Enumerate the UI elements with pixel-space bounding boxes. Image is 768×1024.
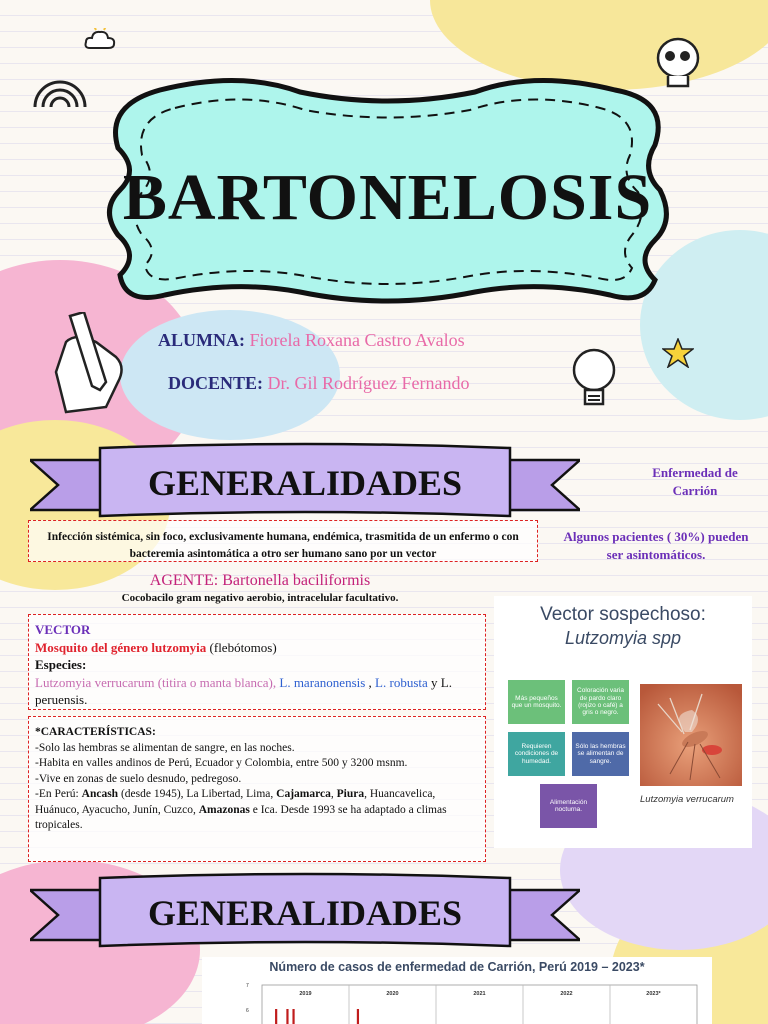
vector-card-subtitle: Lutzomyia spp: [564, 628, 682, 648]
tile-size: Más pequeños que un mosquito.: [508, 680, 565, 724]
species-sep-2: y: [427, 674, 438, 690]
chart-bar: [357, 1009, 359, 1024]
section-heading-1: GENERALIDADES: [147, 463, 463, 503]
c4-pre: -En Perú:: [35, 788, 82, 801]
mosquito-line: [35, 639, 479, 657]
species-1: Lutzomyia verrucarum (titira o manta blanca),: [35, 674, 277, 690]
agente-heading: AGENTE: Bartonella baciliformis: [149, 572, 371, 589]
y-tick-label: 7: [246, 983, 249, 989]
c4-t2: ,: [330, 788, 337, 801]
caracteristica-3: -Vive en zonas de suelo desnudo, pedregoso.: [35, 772, 242, 785]
year-label: 2021: [473, 991, 486, 997]
vector-card: [494, 596, 752, 848]
hand-pencil-icon: [46, 312, 136, 416]
caracteristicas-heading: *CARACTERÍSTICAS:: [35, 726, 156, 738]
infeccion-text: Infección sistémica, sin foco, exclusivamente humana, endémica, trasmitida de un enfermo o con bacteremia asintomática a otro ser humano sano por un vector: [47, 531, 519, 560]
chart-bar: [286, 1009, 288, 1024]
c4-cajamarca: Cajamarca: [276, 788, 331, 801]
especies-label: Especies:: [35, 657, 87, 673]
tile-color: Coloración varia de pardo claro (rojizo o café) a gris o negro.: [572, 680, 629, 724]
page-title: BARTONELOSIS: [122, 161, 653, 234]
c4-t1: (desde 1945), La Libertad, Lima,: [118, 788, 277, 801]
tile-females: Sólo las hembras se alimentan de sangre.: [572, 732, 629, 776]
chart-svg: [202, 957, 712, 1024]
chart-title: Número de casos de enfermedad de Carrión, Perú 2019 – 2023*: [269, 960, 645, 974]
year-label: 2023*: [646, 991, 661, 997]
c4-t3: , Huancavelica, Huánuco, Ayacucho, Junín, Cuzco,: [35, 788, 436, 816]
vector-heading: VECTOR: [35, 622, 91, 637]
enfermedad-note: Enfermedad de Carrión: [652, 465, 738, 498]
sandfly-photo: [640, 684, 742, 786]
mosquito-suffix: (flebótomos): [206, 639, 277, 655]
especies-list: [35, 674, 479, 709]
caracteristica-2: -Habita en valles andinos de Perú, Ecuador y Colombia, entre 500 y 3200 msnm.: [35, 757, 408, 770]
tile-nocturnal: Alimentación nocturna.: [540, 784, 597, 828]
lightbulb-icon: [566, 344, 622, 414]
caracteristica-4: [35, 787, 479, 834]
photo-caption: Lutzomyia verrucarum: [640, 794, 734, 805]
vector-box: [28, 614, 486, 710]
c4-t4: e Ica. Desde 1993 se ha adaptado a climas tropicales.: [35, 803, 447, 832]
vector-card-title: Vector sospechoso:: [540, 604, 706, 625]
alumna-line: [158, 330, 465, 351]
cocobacilo-text: Cocobacilo gram negativo aerobio, intracelular facultativo.: [121, 592, 399, 604]
star-icon: [662, 338, 694, 368]
species-3: L. robusta: [371, 674, 428, 690]
tile-humidity: Requieren condiciones de humedad.: [508, 732, 565, 776]
y-tick-label: 6: [246, 1008, 249, 1014]
alumna-name: Fiorela Roxana Castro Avalos: [249, 330, 465, 350]
c4-piura: Piura: [336, 788, 365, 801]
c4-ancash: Ancash: [81, 788, 119, 801]
caracteristicas-box: [28, 716, 486, 862]
docente-line: [168, 373, 469, 394]
chart-bar: [275, 1009, 277, 1024]
mosquito-genus: Mosquito del género lutzomyia: [35, 639, 207, 655]
cloud-icon: [84, 28, 116, 52]
alumna-label: ALUMNA:: [158, 330, 245, 350]
species-4: L. peruensis.: [35, 674, 452, 708]
rainbow-icon: [30, 62, 90, 112]
asintomaticos-note: Algunos pacientes ( 30%) pueden ser asintomáticos.: [563, 529, 749, 562]
c4-amazonas: Amazonas: [198, 803, 250, 816]
docente-label: DOCENTE:: [168, 373, 264, 393]
species-2: L. maranonensis: [276, 674, 366, 690]
docente-name: Dr. Gil Rodríguez Fernando: [267, 373, 470, 393]
caracteristica-1: -Solo las hembras se alimentan de sangre, en las noches.: [35, 741, 295, 754]
year-label: 2022: [560, 991, 573, 997]
section-heading-2: GENERALIDADES: [147, 893, 463, 933]
year-label: 2019: [299, 991, 312, 997]
infeccion-box: [28, 520, 538, 562]
species-sep-1: ,: [365, 674, 372, 690]
year-label: 2020: [386, 991, 399, 997]
chart-bar: [292, 1009, 294, 1024]
cases-chart: [202, 957, 712, 1024]
